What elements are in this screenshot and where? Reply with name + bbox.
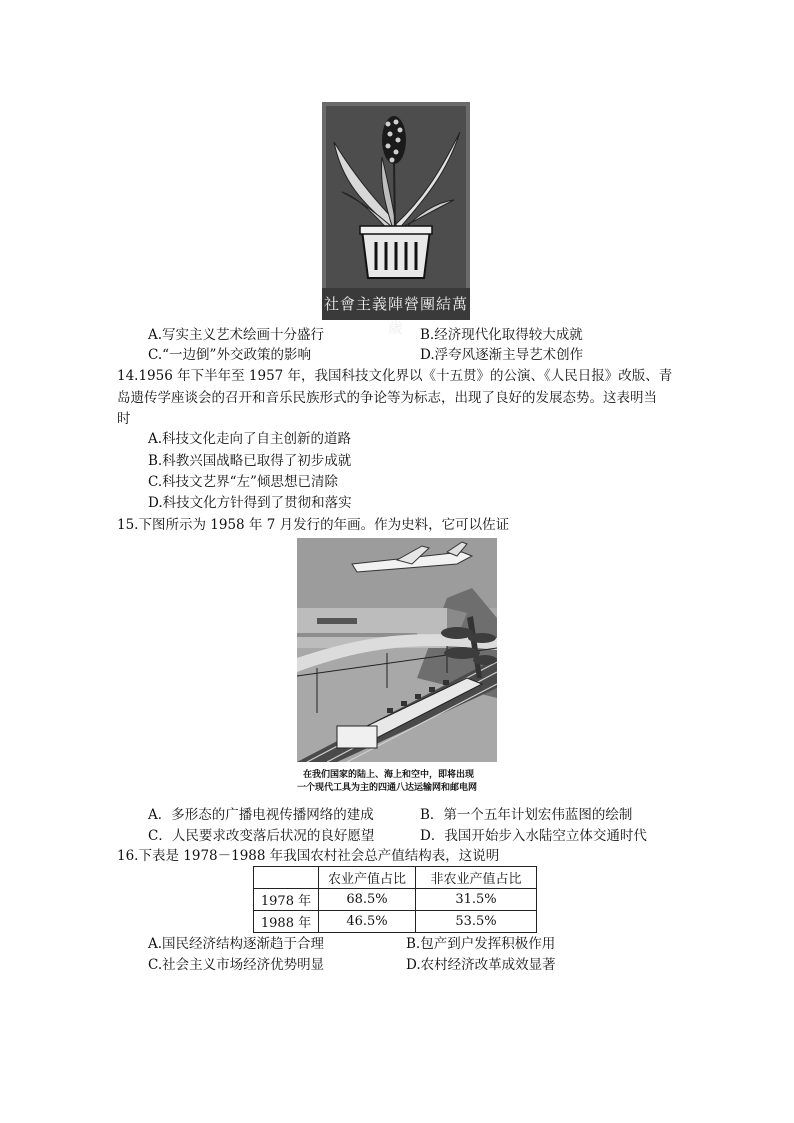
q15-stem: 15.下图所示为 1958 年 7 月发行的年画。作为史料，它可以佐证 xyxy=(117,517,510,533)
table-cell: 46.5% xyxy=(319,911,416,933)
poster-transport-image xyxy=(297,538,497,762)
q16-option-a: A.国民经济结构逐渐趋于合理 xyxy=(148,936,325,952)
q13-option-d: D.浮夸风逐渐主导艺术创作 xyxy=(420,347,584,363)
q16-option-c: C.社会主义市场经济优势明显 xyxy=(148,957,325,973)
poster-caption-line-2: 一个现代工具为主的四通八达运输网和邮电网 xyxy=(297,783,478,793)
q14-option-c: C.科技文艺界“左”倾思想已清除 xyxy=(148,474,338,490)
q14-option-b: B.科教兴国战略已取得了初步成就 xyxy=(148,453,352,469)
q14-option-d: D.科技文化方针得到了贯彻和落实 xyxy=(148,495,352,511)
table-cell: 31.5% xyxy=(416,889,537,911)
q15-option-b: B．第一个五年计划宏伟蓝图的绘制 xyxy=(420,807,633,823)
transport-network-illustration xyxy=(297,538,497,762)
table-row xyxy=(254,911,537,933)
q13-option-a: A.写实主义艺术绘画十分盛行 xyxy=(148,327,325,343)
q15-option-d: D．我国开始步入水陆空立体交通时代 xyxy=(420,828,647,844)
table-cell: 53.5% xyxy=(416,911,537,933)
table-cell: 68.5% xyxy=(319,889,416,911)
q14-stem-line-1: 14.1956 年下半年至 1957 年，我国科技文化界以《十五贯》的公演、《人民日报》改版、青 xyxy=(117,368,673,384)
potted-plant-illustration xyxy=(322,102,470,320)
q16-stem: 16.下表是 1978－1988 年我国农村社会总产值结构表，这说明 xyxy=(117,848,500,864)
poster-banner-text: 社會主義陣營團結萬歲 xyxy=(323,295,468,337)
q15-option-a: A．多形态的广播电视传播网络的建成 xyxy=(148,807,374,823)
q13-option-c: C.“一边倒”外交政策的影响 xyxy=(148,347,311,363)
q14-option-a: A.科技文化走向了自主创新的道路 xyxy=(148,431,352,447)
q14-stem-line-2: 岛遗传学座谈会的召开和音乐民族形式的争论等为标志，出现了良好的发展态势。这表明当 xyxy=(117,390,657,406)
table-header-row xyxy=(254,867,537,889)
q16-option-d: D.农村经济改革成效显著 xyxy=(406,957,556,973)
output-structure-table xyxy=(253,866,537,933)
q13-option-b: B.经济现代化取得较大成就 xyxy=(420,327,583,343)
table-cell: 1988 年 xyxy=(254,911,319,933)
q14-stem-line-3: 时 xyxy=(117,411,131,427)
poster-caption-line-1: 在我们国家的陆上、海上和空中，即将出现 xyxy=(303,770,475,780)
poster-plant-image xyxy=(322,102,470,337)
table-header-cell: 非农业产值占比 xyxy=(416,867,537,889)
q16-option-b: B.包产到户发挥积极作用 xyxy=(406,936,556,952)
table-header-cell: 农业产值占比 xyxy=(319,867,416,889)
table-header-cell xyxy=(254,867,319,889)
table-cell: 1978 年 xyxy=(254,889,319,911)
table-row xyxy=(254,889,537,911)
q15-option-c: C．人民要求改变落后状况的良好愿望 xyxy=(148,828,375,844)
